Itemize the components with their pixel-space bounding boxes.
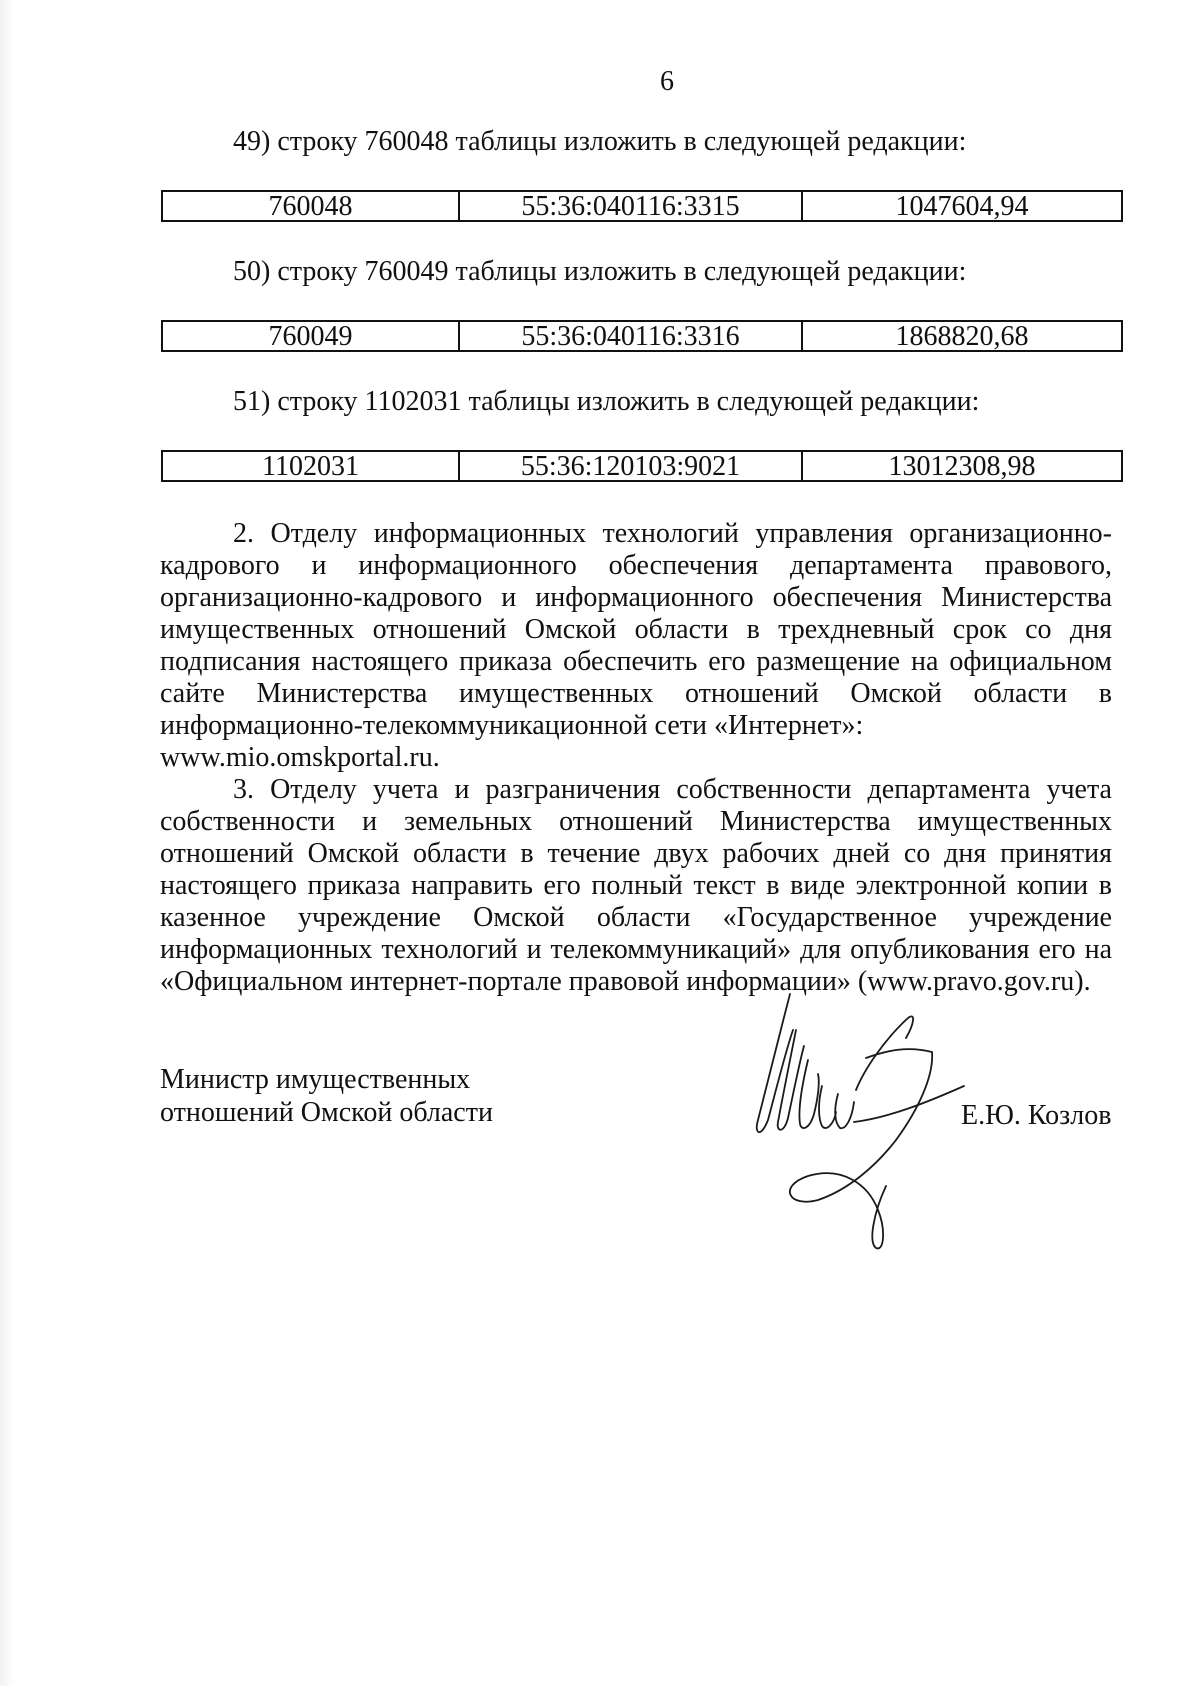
table-row-760048 — [161, 190, 1123, 222]
paragraph-3: 3. Отделу учета и разграничения собственности департамента учета собственности и земельных отношений Министерства имущественных отношений Омской области в течение двух рабочих дней со дня принятия настоящего приказа направить его полный текст в виде электронной копии в казенное учреждение Омской области «Государственное учреждение информационных технологий и телекоммуникаций» для опубликования его на «Официальном интернет-портале правовой информации» (www.pravo.gov.ru). — [160, 774, 1112, 997]
row-number-cell: 760048 — [163, 192, 460, 220]
position-line-2: отношений Омской области — [160, 1097, 493, 1128]
main-text — [160, 518, 1112, 998]
table-row-1102031 — [161, 450, 1123, 482]
table-row-760049 — [161, 320, 1123, 352]
page-number: 6 — [660, 66, 674, 97]
cadastral-value-cell: 13012308,98 — [888, 451, 1036, 482]
cadastral-number-cell: 55:36:120103:9021 — [460, 452, 803, 480]
paragraph-2: 2. Отделу информационных технологий управления организационно-кадрового и информационного обеспечения департамента правового, организационно-кадрового и информационного обеспечения Министерства имущественных отношений Омской области в трехдневный срок со дня подписания настоящего приказа обеспечить его размещение на официальном сайте Министерства имущественных отношений Омской области в информационно-телекоммуникационной сети «Интернет»: — [160, 518, 1112, 741]
portal-url: www.mio.omskportal.ru. — [160, 742, 440, 773]
row-number-cell: 1102031 — [163, 452, 460, 480]
section-51-intro: 51) строку 1102031 таблицы изложить в следующей редакции: — [233, 386, 980, 417]
position-line-1: Министр имущественных — [160, 1064, 471, 1095]
section-50-intro: 50) строку 760049 таблицы изложить в следующей редакции: — [233, 256, 967, 287]
section-49-intro: 49) строку 760048 таблицы изложить в следующей редакции: — [233, 126, 967, 157]
cadastral-number-cell: 55:36:040116:3315 — [460, 192, 803, 220]
row-number-cell: 760049 — [163, 322, 460, 350]
signer-name: Е.Ю. Козлов — [961, 1100, 1112, 1131]
cadastral-value-cell: 1868820,68 — [895, 321, 1029, 352]
handwritten-signature-icon — [738, 990, 968, 1260]
signatory-position — [160, 1063, 493, 1129]
scan-edge — [0, 0, 14, 1686]
cadastral-number-cell: 55:36:040116:3316 — [460, 322, 803, 350]
cadastral-value-cell: 1047604,94 — [895, 191, 1029, 222]
